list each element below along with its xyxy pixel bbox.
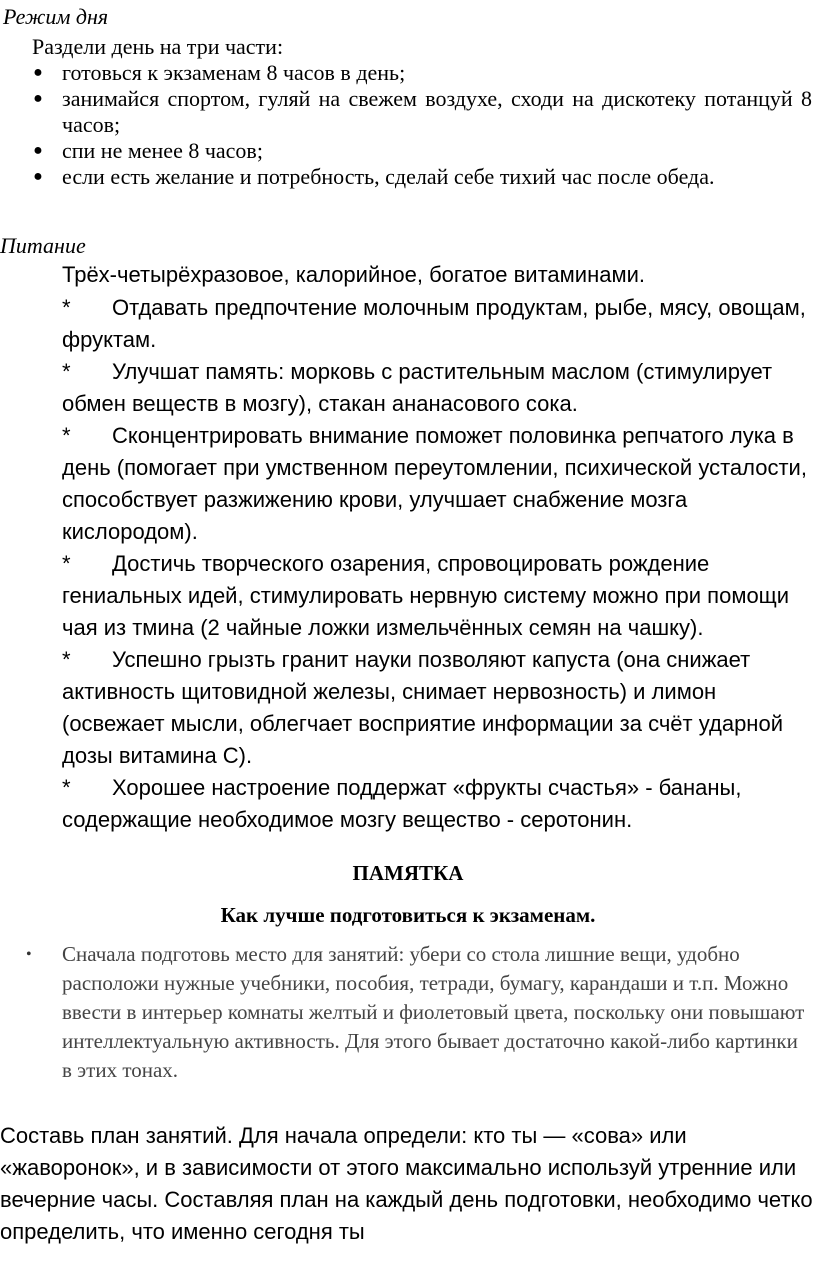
star-marker: * — [62, 295, 71, 320]
list-item — [0, 356, 814, 420]
bullet-icon: ● — [33, 168, 43, 185]
bullet-icon: ● — [33, 64, 43, 81]
memo-title: ПАМЯТКА — [352, 861, 464, 885]
list-item-text: Улучшат память: морковь с растительным маслом (стимулирует обмен веществ в мозгу), стакан ананасового сока. — [62, 359, 773, 416]
star-marker: * — [62, 775, 71, 800]
bullet-icon: ● — [33, 142, 43, 159]
star-marker: * — [62, 647, 71, 672]
memo-bullet-item — [26, 940, 806, 1085]
list-item — [0, 138, 816, 164]
list-item-text: спи не менее 8 часов; — [62, 138, 263, 163]
nutrition-list — [0, 292, 814, 836]
section-heading-regime: Режим дня — [3, 4, 109, 29]
list-item-text: Отдавать предпочтение молочным продуктам, рыбе, мясу, овощам, фруктам. — [62, 295, 806, 352]
list-item — [0, 164, 816, 190]
list-item-text: Сконцентрировать внимание поможет половинка репчатого лука в день (помогает при умственном переутомлении, психической усталости, способствует разжижению крови, улучшает снабжение мозга кислородом). — [62, 423, 807, 544]
plan-paragraph: Составь план занятий. Для начала определи: кто ты — «сова» или «жаворонок», и в зависимости от этого максимально используй утренние или вечерние часы. Составляя план на каждый день подготовки, необходимо четко определить, что именно сегодня ты — [0, 1123, 813, 1244]
list-item-text: Успешно грызть гранит науки позволяют капуста (она снижает активность щитовидной железы, снимает нервозность) и лимон (освежает мысли, облегчает восприятие информации за счёт ударной дозы витамина С). — [62, 647, 783, 768]
star-marker: * — [62, 551, 71, 576]
list-item — [0, 644, 814, 772]
list-item-text: если есть желание и потребность, сделай себе тихий час после обеда. — [62, 164, 715, 189]
list-item — [0, 86, 816, 138]
list-item — [0, 292, 814, 356]
list-item — [0, 60, 816, 86]
star-marker: * — [62, 359, 71, 384]
regime-list — [0, 60, 816, 190]
list-item-text: занимайся спортом, гуляй на свежем воздухе, сходи на дискотеку потанцуй 8 часов; — [62, 86, 812, 137]
section-intro-nutrition: Трёх-четырёхразовое, калорийное, богатое витаминами. — [62, 262, 645, 287]
list-item-text: Хорошее настроение поддержат «фрукты счастья» - бананы, содержащие необходимое мозгу вещество - серотонин. — [62, 775, 742, 832]
list-item-text: готовься к экзаменам 8 часов в день; — [62, 60, 406, 85]
star-marker: * — [62, 423, 71, 448]
bullet-icon: ● — [33, 90, 43, 107]
section-heading-nutrition: Питание — [0, 233, 86, 258]
list-item — [0, 548, 814, 644]
bullet-icon: • — [26, 946, 32, 963]
memo-bullet-text: Сначала подготовь место для занятий: убери со стола лишние вещи, удобно расположи нужные учебники, пособия, тетради, бумагу, карандаши и т.п. Можно ввести в интерьер комнаты желтый и фиолетовый цвета, поскольку они повышают интеллектуальную активность. Для этого бывает достаточно какой-либо картинки в этих тонах. — [62, 942, 805, 1082]
list-item-text: Достичь творческого озарения, спровоцировать рождение гениальных идей, стимулировать нервную систему можно при помощи чая из тмина (2 чайные ложки измельчённых семян на чашку). — [62, 551, 790, 640]
section-intro-regime: Раздели день на три части: — [32, 34, 284, 59]
list-item — [0, 772, 814, 836]
list-item — [0, 420, 814, 548]
memo-subtitle: Как лучше подготовиться к экзаменам. — [220, 903, 596, 927]
